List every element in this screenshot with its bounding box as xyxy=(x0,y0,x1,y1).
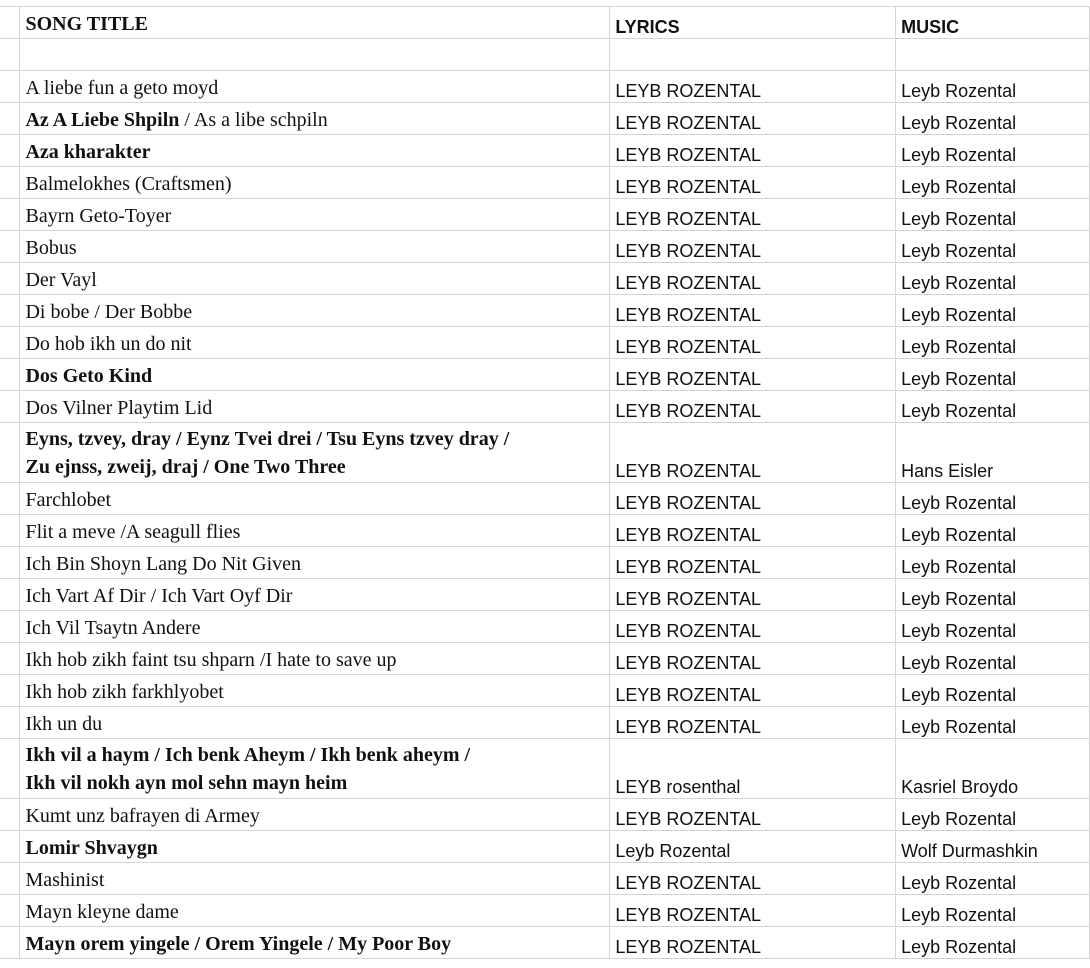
song-title-text: Di bobe / Der Bobbe xyxy=(25,301,193,323)
row-gutter xyxy=(0,263,20,295)
music-cell[interactable]: Leyb Rozental xyxy=(896,799,1090,831)
song-title-text: Bayrn Geto-Toyer xyxy=(25,205,172,227)
song-title-cell[interactable] xyxy=(20,231,610,263)
table-row xyxy=(0,483,1090,515)
song-title-text: / As a libe schpiln xyxy=(179,109,328,131)
row-gutter xyxy=(0,71,20,103)
music-cell[interactable]: Leyb Rozental xyxy=(896,263,1090,295)
row-gutter xyxy=(0,739,20,799)
row-gutter xyxy=(0,231,20,263)
row-gutter xyxy=(0,7,20,39)
song-title-bold: Mayn orem yingele / Orem Yingele / My Poor Boy xyxy=(25,933,452,955)
row-gutter xyxy=(0,103,20,135)
song-title-cell[interactable] xyxy=(20,483,610,515)
table-row xyxy=(0,739,1090,799)
lyrics-cell[interactable]: LEYB ROZENTAL xyxy=(610,167,896,199)
row-gutter xyxy=(0,643,20,675)
song-title-bold: Az A Liebe Shpiln xyxy=(25,109,180,131)
row-gutter xyxy=(0,515,20,547)
table-row xyxy=(0,199,1090,231)
song-title-cell[interactable] xyxy=(20,863,610,895)
music-cell[interactable]: Leyb Rozental xyxy=(896,707,1090,739)
row-gutter xyxy=(0,135,20,167)
music-cell[interactable]: Leyb Rozental xyxy=(896,675,1090,707)
song-title-text: Balmelokhes (Craftsmen) xyxy=(25,173,232,195)
song-title-cell[interactable] xyxy=(20,547,610,579)
table-row xyxy=(0,707,1090,739)
music-cell[interactable]: Leyb Rozental xyxy=(896,927,1090,959)
song-title-text: Bobus xyxy=(25,237,77,259)
table-row xyxy=(0,231,1090,263)
song-title-cell[interactable] xyxy=(20,643,610,675)
lyrics-cell[interactable]: LEYB ROZENTAL xyxy=(610,611,896,643)
music-cell[interactable]: Leyb Rozental xyxy=(896,327,1090,359)
lyrics-cell[interactable]: LEYB ROZENTAL xyxy=(610,359,896,391)
table-row xyxy=(0,135,1090,167)
empty-row xyxy=(0,39,1090,71)
row-gutter xyxy=(0,359,20,391)
music-cell[interactable]: Leyb Rozental xyxy=(896,483,1090,515)
music-cell[interactable]: Kasriel Broydo xyxy=(896,739,1090,799)
row-gutter xyxy=(0,707,20,739)
song-title-bold: Dos Geto Kind xyxy=(25,365,153,387)
header-music[interactable]: MUSIC xyxy=(896,7,1090,39)
header-row xyxy=(0,7,1090,39)
lyrics-cell[interactable]: LEYB ROZENTAL xyxy=(610,547,896,579)
song-title-text: Farchlobet xyxy=(25,489,112,511)
song-title-line-1: Eyns, tzvey, dray / Eynz Tvei drei / Tsu Eyns tzvey dray / xyxy=(25,428,510,450)
song-title-cell[interactable] xyxy=(20,359,610,391)
lyrics-cell[interactable]: LEYB ROZENTAL xyxy=(610,643,896,675)
lyrics-cell[interactable]: LEYB rosenthal xyxy=(610,739,896,799)
songs-table xyxy=(0,6,1090,959)
lyrics-cell[interactable]: LEYB ROZENTAL xyxy=(610,135,896,167)
table-row xyxy=(0,103,1090,135)
song-title-cell[interactable] xyxy=(20,739,610,799)
table-row xyxy=(0,895,1090,927)
song-title-text: Ich Vart Af Dir / Ich Vart Oyf Dir xyxy=(25,585,293,607)
row-gutter xyxy=(0,863,20,895)
song-title-cell[interactable] xyxy=(20,831,610,863)
music-cell[interactable]: Hans Eisler xyxy=(896,423,1090,483)
song-title-text: Mashinist xyxy=(25,869,105,891)
music-cell[interactable]: Leyb Rozental xyxy=(896,71,1090,103)
song-title-cell[interactable] xyxy=(20,799,610,831)
music-cell[interactable]: Leyb Rozental xyxy=(896,391,1090,423)
music-cell[interactable]: Leyb Rozental xyxy=(896,295,1090,327)
lyrics-cell[interactable]: LEYB ROZENTAL xyxy=(610,423,896,483)
lyrics-cell[interactable]: LEYB ROZENTAL xyxy=(610,263,896,295)
lyrics-cell[interactable]: LEYB ROZENTAL xyxy=(610,231,896,263)
song-title-cell[interactable] xyxy=(20,135,610,167)
lyrics-cell[interactable]: LEYB ROZENTAL xyxy=(610,71,896,103)
row-gutter xyxy=(0,39,20,71)
lyrics-cell[interactable]: LEYB ROZENTAL xyxy=(610,295,896,327)
table-row xyxy=(0,71,1090,103)
row-gutter xyxy=(0,483,20,515)
song-title-cell[interactable] xyxy=(20,263,610,295)
lyrics-cell[interactable]: LEYB ROZENTAL xyxy=(610,327,896,359)
song-title-cell[interactable] xyxy=(20,423,610,483)
lyrics-cell[interactable]: LEYB ROZENTAL xyxy=(610,483,896,515)
song-title-line-2: Ikh vil nokh ayn mol sehn mayn heim xyxy=(25,772,348,794)
table-row xyxy=(0,927,1090,959)
music-cell[interactable]: Leyb Rozental xyxy=(896,167,1090,199)
table-row xyxy=(0,391,1090,423)
table-row xyxy=(0,863,1090,895)
song-title-bold: Aza kharakter xyxy=(25,141,151,163)
song-title-text: Kumt unz bafrayen di Armey xyxy=(25,805,260,827)
lyrics-cell[interactable]: LEYB ROZENTAL xyxy=(610,895,896,927)
song-title-text: Do hob ikh un do nit xyxy=(25,333,192,355)
table-row xyxy=(0,359,1090,391)
song-title-text: Mayn kleyne dame xyxy=(25,901,179,923)
row-gutter xyxy=(0,895,20,927)
music-cell[interactable]: Leyb Rozental xyxy=(896,199,1090,231)
header-song-title[interactable]: SONG TITLE xyxy=(20,7,610,39)
row-gutter xyxy=(0,327,20,359)
table-row xyxy=(0,515,1090,547)
table-row xyxy=(0,611,1090,643)
table-row xyxy=(0,295,1090,327)
lyrics-cell[interactable]: LEYB ROZENTAL xyxy=(610,199,896,231)
song-title-text: Ikh hob zikh farkhlyobet xyxy=(25,681,224,703)
row-gutter xyxy=(0,199,20,231)
row-gutter xyxy=(0,927,20,959)
music-cell[interactable]: Leyb Rozental xyxy=(896,135,1090,167)
song-title-text: Der Vayl xyxy=(25,269,97,291)
row-gutter xyxy=(0,547,20,579)
song-title-cell[interactable] xyxy=(20,295,610,327)
lyrics-cell[interactable]: LEYB ROZENTAL xyxy=(610,675,896,707)
lyrics-cell[interactable]: LEYB ROZENTAL xyxy=(610,799,896,831)
table-row xyxy=(0,167,1090,199)
song-title-text: Ikh hob zikh faint tsu shparn /I hate to save up xyxy=(25,649,397,671)
lyrics-cell[interactable]: LEYB ROZENTAL xyxy=(610,515,896,547)
lyrics-cell[interactable]: LEYB ROZENTAL xyxy=(610,103,896,135)
song-title-cell[interactable] xyxy=(20,707,610,739)
music-cell[interactable]: Leyb Rozental xyxy=(896,895,1090,927)
song-title-text: Ich Bin Shoyn Lang Do Nit Given xyxy=(25,553,302,575)
empty-cell[interactable] xyxy=(20,39,610,71)
song-title-bold: Lomir Shvaygn xyxy=(25,837,158,859)
row-gutter xyxy=(0,675,20,707)
table-row xyxy=(0,643,1090,675)
empty-cell[interactable] xyxy=(610,39,896,71)
song-title-text: Dos Vilner Playtim Lid xyxy=(25,397,213,419)
table-row xyxy=(0,831,1090,863)
song-title-text: Flit a meve /A seagull flies xyxy=(25,521,241,543)
song-title-cell[interactable] xyxy=(20,71,610,103)
music-cell[interactable]: Leyb Rozental xyxy=(896,231,1090,263)
song-title-cell[interactable] xyxy=(20,895,610,927)
song-title-text: Ikh un du xyxy=(25,713,103,735)
song-title-cell[interactable] xyxy=(20,199,610,231)
row-gutter xyxy=(0,611,20,643)
lyrics-cell[interactable]: LEYB ROZENTAL xyxy=(610,707,896,739)
song-title-text: A liebe fun a geto moyd xyxy=(25,77,219,99)
music-cell[interactable]: Leyb Rozental xyxy=(896,579,1090,611)
song-title-cell[interactable] xyxy=(20,515,610,547)
lyrics-cell[interactable]: LEYB ROZENTAL xyxy=(610,579,896,611)
song-title-cell[interactable] xyxy=(20,579,610,611)
table-row xyxy=(0,675,1090,707)
music-cell[interactable]: Leyb Rozental xyxy=(896,515,1090,547)
song-title-cell[interactable] xyxy=(20,927,610,959)
song-title-text: Ich Vil Tsaytn Andere xyxy=(25,617,201,639)
music-cell[interactable]: Wolf Durmashkin xyxy=(896,831,1090,863)
lyrics-cell[interactable]: LEYB ROZENTAL xyxy=(610,927,896,959)
table-row xyxy=(0,423,1090,483)
lyrics-cell[interactable]: LEYB ROZENTAL xyxy=(610,391,896,423)
song-title-line-1: Ikh vil a haym / Ich benk Aheym / Ikh benk aheym / xyxy=(25,744,471,766)
row-gutter xyxy=(0,295,20,327)
table-row xyxy=(0,327,1090,359)
lyrics-cell[interactable]: Leyb Rozental xyxy=(610,831,896,863)
music-cell[interactable]: Leyb Rozental xyxy=(896,103,1090,135)
song-title-cell[interactable] xyxy=(20,167,610,199)
row-gutter xyxy=(0,391,20,423)
row-gutter xyxy=(0,423,20,483)
table-row xyxy=(0,547,1090,579)
row-gutter xyxy=(0,799,20,831)
song-title-cell[interactable] xyxy=(20,103,610,135)
table-row xyxy=(0,579,1090,611)
header-lyrics[interactable]: LYRICS xyxy=(610,7,896,39)
music-cell[interactable]: Leyb Rozental xyxy=(896,359,1090,391)
row-gutter xyxy=(0,831,20,863)
music-cell[interactable]: Leyb Rozental xyxy=(896,643,1090,675)
row-gutter xyxy=(0,167,20,199)
song-title-cell[interactable] xyxy=(20,675,610,707)
music-cell[interactable]: Leyb Rozental xyxy=(896,547,1090,579)
row-gutter xyxy=(0,579,20,611)
table-row xyxy=(0,263,1090,295)
empty-cell[interactable] xyxy=(896,39,1090,71)
lyrics-cell[interactable]: LEYB ROZENTAL xyxy=(610,863,896,895)
song-title-line-2: Zu ejnss, zweij, draj / One Two Three xyxy=(25,456,346,478)
song-title-cell[interactable] xyxy=(20,327,610,359)
song-title-cell[interactable] xyxy=(20,391,610,423)
music-cell[interactable]: Leyb Rozental xyxy=(896,611,1090,643)
music-cell[interactable]: Leyb Rozental xyxy=(896,863,1090,895)
song-title-cell[interactable] xyxy=(20,611,610,643)
table-row xyxy=(0,799,1090,831)
